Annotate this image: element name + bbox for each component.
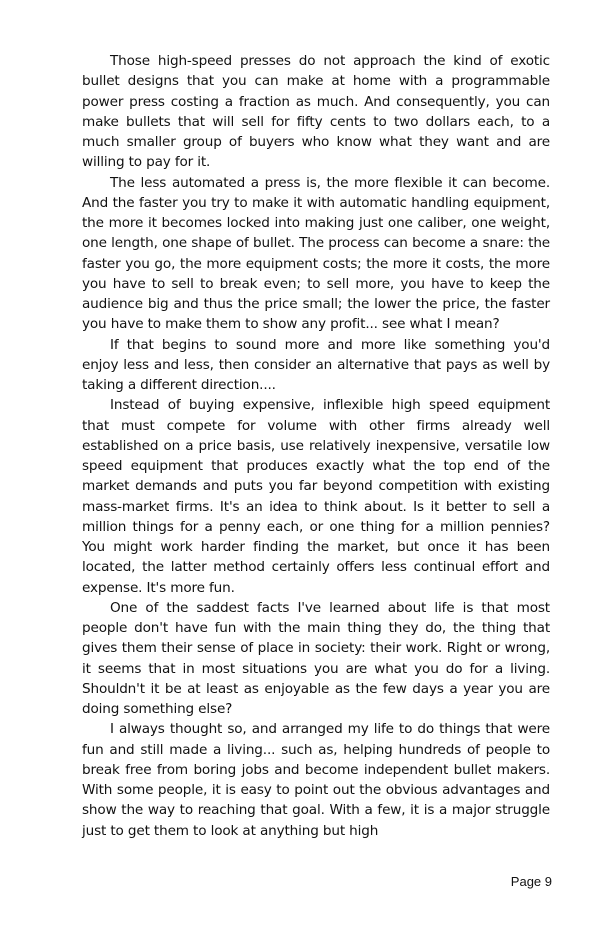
paragraph: The less automated a press is, the more flexible it can become. And the faster you try to make it with automatic handling equipment, the more it becomes locked into making just one caliber, one weight, one length, one shape of bullet. The process can become a snare: the faster you go, the more equipment costs; the more it costs, the more you have to sell to break even; to sell more, you have to keep the audience big and thus the price small; the lower the price, the faster you have to make them to show any profit... see what I mean? xyxy=(82,174,550,333)
paragraph: One of the saddest facts I've learned about life is that most people don't have fun with the main thing they do, the thing that gives them their sense of place in society: their work. Right or wrong, it seems that in most situations you are what you do for a living. Shouldn't it be at least as enjoyable as the few days a year you are doing something else? xyxy=(82,599,550,717)
body-text xyxy=(82,51,550,841)
paragraph: I always thought so, and arranged my life to do things that were fun and still made a living... such as, helping hundreds of people to break free from boring jobs and become independent bullet makers. With some people, it is easy to point out the obvious advantages and show the way to reaching that goal. With a few, it is a major struggle just to get them to look at anything but high xyxy=(82,721,550,839)
paragraph: If that begins to sound more and more like something you'd enjoy less and less, then consider an alternative that pays as well by taking a different direction.... xyxy=(82,336,550,393)
page-number: Page 9 xyxy=(510,874,552,889)
paragraph: Instead of buying expensive, inflexible high speed equipment that must compete for volume with other firms already well established on a price basis, use relatively inexpensive, versatile low speed equipment that produces exactly what the top end of the market demands and puts you far beyond competition with existing mass-market firms. It's an idea to think about. Is it better to sell a million things for a penny each, or one thing for a million pennies? You might work harder finding the market, but once it has been located, the latter method certainly offers less continual effort and expense. It's more fun. xyxy=(82,397,550,596)
paragraph: Those high-speed presses do not approach the kind of exotic bullet designs that you can make at home with a programmable power press costing a fraction as much. And consequently, you can make bullets that will sell for fifty cents to two dollars each, to a much smaller group of buyers who know what they want and are willing to pay for it. xyxy=(82,53,550,171)
